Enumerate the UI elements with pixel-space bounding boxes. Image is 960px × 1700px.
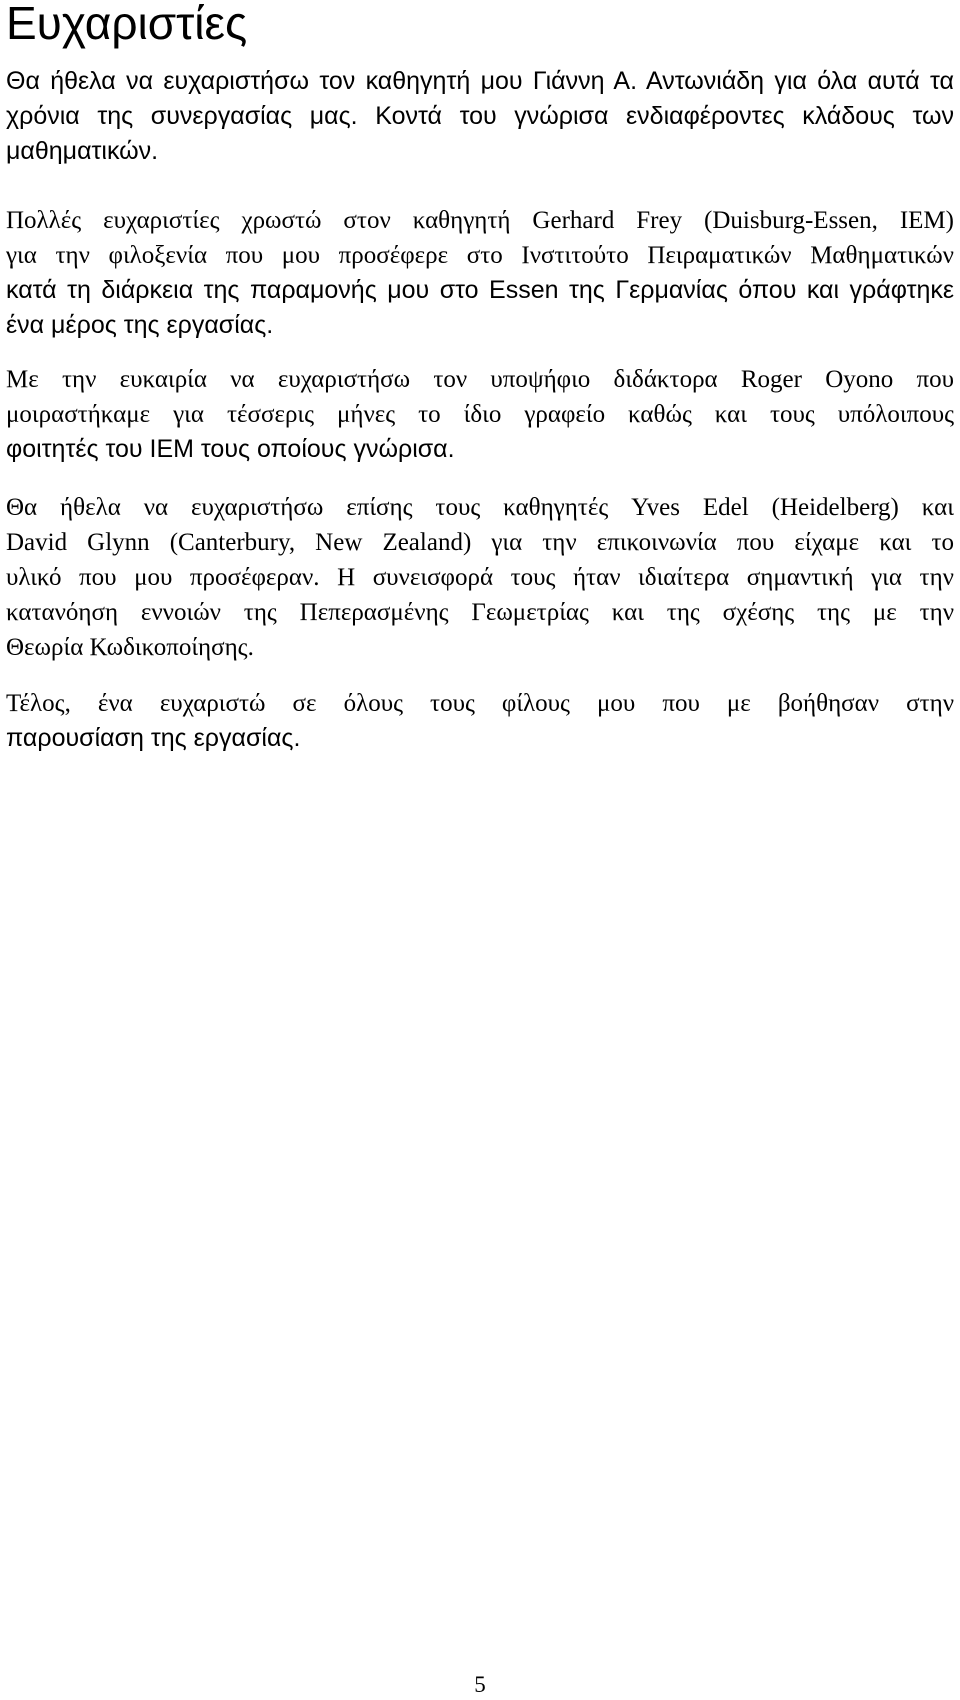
text-line: υλικό που μου προσέφεραν. Η συνεισφορά τους ήταν ιδιαίτερα σημαντική για την [6,564,954,591]
text-line: μαθηματικών. [6,137,159,165]
page-number: 5 [474,1672,486,1697]
text-line: Με την ευκαιρία να ευχαριστήσω τον υποψήφιο διδάκτορα Roger Oyono που [6,366,954,393]
text-line: για την φιλοξενία που μου προσέφερε στο Ινστιτούτο Πειραματικών Μαθηματικών [6,242,954,269]
paragraph-thanks-edel-glynn [6,490,954,665]
text-line: ένα μέρος της εργασίας. [6,311,274,339]
text-line: Τέλος, ένα ευχαριστώ σε όλους τους φίλους μου που με βοήθησαν στην [6,690,954,717]
paragraph-thanks-friends [6,686,954,756]
text-line: παρουσίαση της εργασίας. [6,724,301,752]
text-line: Πολλές ευχαριστίες χρωστώ στον καθηγητή Gerhard Frey (Duisburg-Essen, IEM) [6,207,954,234]
text-line: μοιραστήκαμε για τέσσερις μήνες το ίδιο γραφείο καθώς και τους υπόλοιπους [6,401,954,428]
text-line: κατανόηση εννοιών της Πεπερασμένης Γεωμετρίας και της σχέσης της με την [6,599,954,626]
paragraph-thanks-advisor [6,64,954,169]
text-line: David Glynn (Canterbury, New Zealand) για την επικοινωνία που είχαμε και το [6,529,954,556]
text-line: κατά τη διάρκεια της παραμονής μου στο Essen της Γερμανίας όπου και γράφτηκε [6,276,954,304]
paragraph-thanks-oyono [6,362,954,467]
paragraph-thanks-frey [6,203,954,343]
text-line: φοιτητές του IEM τους οποίους γνώρισα. [6,435,455,463]
page-title: Ευχαριστίες [6,0,248,49]
text-line: Θεωρία Κωδικοποίησης. [6,634,254,661]
text-line: Θα ήθελα να ευχαριστήσω τον καθηγητή μου Γιάννη Α. Αντωνιάδη για όλα αυτά τα [6,67,954,95]
text-line: χρόνια της συνεργασίας μας. Κοντά του γνώρισα ενδιαφέροντες κλάδους των [6,102,954,130]
text-line: Θα ήθελα να ευχαριστήσω επίσης τους καθηγητές Yves Edel (Heidelberg) και [6,494,954,521]
